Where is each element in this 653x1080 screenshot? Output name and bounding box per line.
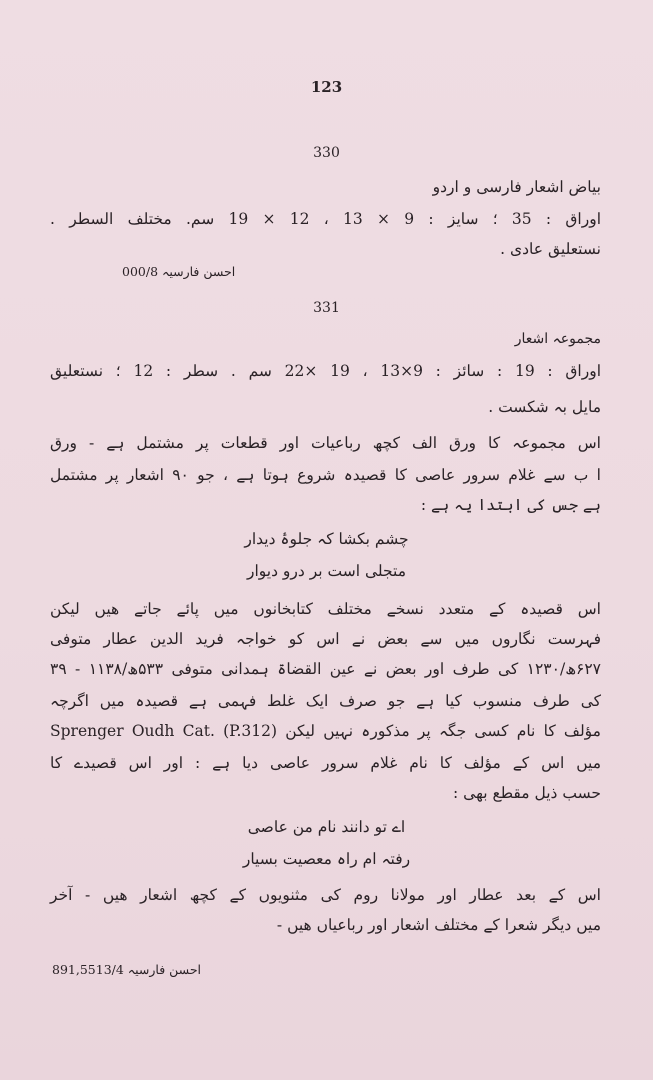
paragraph-2-line: فہرست نگاروں میں سے بعض نے اس کو خواجہ فرید الدین عطار متوفی	[50, 630, 601, 648]
entry-330-number: 330	[313, 145, 340, 161]
paragraph-2-line: حسب ذیل مقطع بھی :	[453, 784, 601, 802]
paragraph-2-line: اس قصیدہ کے متعدد نسخے مختلف کتابخانوں میں پائے جاتے ھیں لیکن	[50, 600, 601, 618]
entry-331-line1: اوراق : 19 : سائز : 9×13 ، 19 ×22 سم . سطر : 12 ؛ نستعلیق	[50, 362, 602, 380]
entry-331-number: 331	[313, 300, 340, 316]
entry-331-line2: مایل بہ شکست .	[488, 398, 601, 416]
paragraph-1-line: اس مجموعہ کا ورق الف کچھ رباعیات اور قطعات پر مشتمل ہے - ورق	[50, 434, 601, 452]
paragraph-1-line: ہے جس کی ابتدا یہ ہے :	[420, 496, 601, 514]
verse-2-line: رفتہ ام راہ معصیت بسیار	[242, 850, 411, 868]
paragraph-1-line: ا ب سے غلام سرور عاصی کا قصیدہ شروع ہوتا ہے ، جو ۹۰ اشعار پر مشتمل	[50, 466, 601, 484]
entry-330-line1: اوراق : 35 ؛ سایز : 9 × 13 ، 12 × 19 سم. مختلف السطر .	[50, 210, 602, 228]
paragraph-2-line: مؤلف کا نام کسی جگہ پر مذکورہ نہیں لیکن Sprenger Oudh Cat. (P.312)	[50, 722, 601, 740]
page-number: 123	[310, 78, 343, 96]
entry-330-line2: نستعلیق عادی .	[500, 240, 601, 258]
verse-1-line: چشم بکشا کہ جلوۂ دیدار	[244, 530, 409, 548]
entry-330-ref: احسن فارسیہ 000/8	[122, 264, 236, 279]
paragraph-3-line: اس کے بعد عطار اور مولانا روم کی مثنویوں کے کچھ اشعار ھیں - آخر	[50, 886, 601, 904]
entry-330-title: بیاض اشعار فارسی و اردو	[432, 178, 601, 196]
entry-331-title: مجموعہ اشعار	[514, 331, 601, 347]
paragraph-3-line: میں دیگر شعرا کے مختلف اشعار اور رباعیاں ھیں -	[276, 916, 601, 934]
verse-2-line: اے تو دانند نام من عاصی	[247, 818, 406, 836]
paragraph-2-line: ۶۲۷ھ/۱۲۳۰ کی طرف اور بعض نے عین القضاۃ ہمدانی متوفی ۵۳۳ھ/۱۱۳۸ - ۳۹	[50, 660, 601, 678]
paragraph-2-line: میں اس کے مؤلف کا نام غلام سرور عاصی دیا ہے : اور اس قصیدے کا	[50, 754, 601, 772]
verse-1-line: متجلی است بر درو دیوار	[246, 562, 406, 580]
paragraph-2-line: کی طرف منسوب کیا ہے جو صرف ایک غلط فہمی ہے قصیدہ میں اگرچہ	[50, 692, 601, 710]
entry-331-ref: احسن فارسیہ 891,5513/4	[52, 962, 202, 977]
